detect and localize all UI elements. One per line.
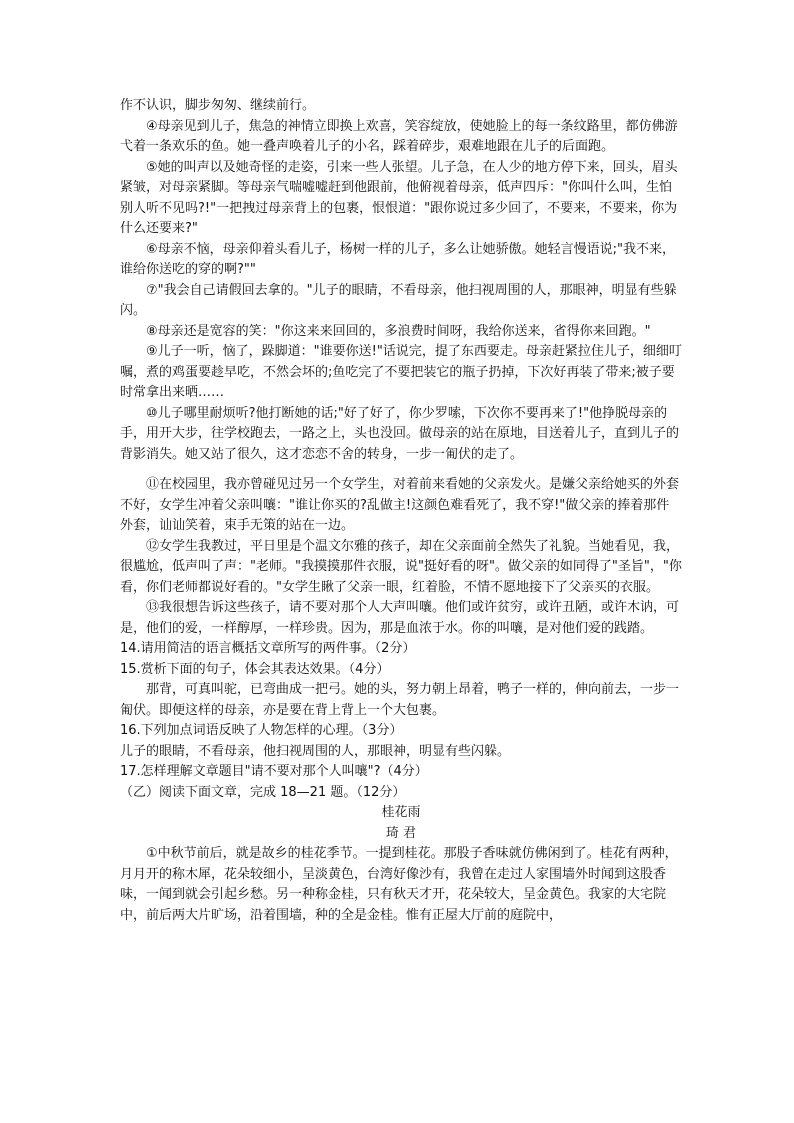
passage-a-paragraph-12: ⑫女学生我教过，平日里是个温文尔雅的孩子，却在父亲面前全然失了礼貌。当她看见，我，很尴尬，低声叫了声："老师。"我摸摸那件衣服，说"挺好看的呀"。做父亲的如同得了"圣旨"，"你看，你们老师都说好看的。"女学生瞅了父亲一眼，红着脸，不情不愿地接下了父亲买的衣服。: [120, 538, 682, 595]
paragraph-gap: [120, 465, 682, 475]
passage-a-paragraph-5: ⑤她的叫声以及她奇怪的走姿，引来一些人张望。儿子急，在人少的地方停下来，回头，眉头紧皱，对母亲紧脚。等母亲气喘嘘嘘赶到他跟前，他俯视着母亲，低声四斥："你叫什么叫，生怕别人听不见吗?!"一把拽过母亲背上的包裹，恨恨道："跟你说过多少回了，不要来，不要来，你为什么还要来?": [120, 159, 678, 236]
passage-a-paragraph-4: ④母亲见到儿子，焦急的神情立即换上欢喜，笑容绽放，使她脸上的每一条纹路里，都仿佛游弋着一条欢乐的鱼。她一叠声唤着儿子的小名，踩着碎步，艰难地跟在儿子的后面跑。: [120, 118, 678, 154]
passage-a-paragraph-6: ⑥母亲不恼，母亲仰着头看儿子，杨树一样的儿子，多么让她骄傲。她轻言慢语说;"我不来，谁给你送吃的穿的啊?"": [120, 241, 676, 277]
passage-b-title: 桂花雨: [381, 805, 421, 820]
passage-b-author: 琦 君: [385, 825, 417, 841]
passage-a-paragraph-11: ⑪在校园里，我亦曾碰见过另一个女学生，对着前来看她的父亲发火。是嫌父亲给她买的外套不好，女学生冲着父亲叫嚷："谁让你买的?乱做主!这颜色难看死了，我不穿!"做父亲的捧着那件外套，讪讪笑着，束手无策的站在一边。: [120, 477, 680, 533]
question-15-quote: 那背，可真叫驼，已弯曲成一把弓。她的头，努力朝上昂着，鸭子一样的，伸向前去，一步一匍伏。即便这样的母亲，亦是要在背上背上一个大包裹。: [120, 682, 680, 718]
question-15: 15.赏析下面的句子，体会其表达效果。（4分）: [120, 661, 390, 677]
question-16: 16.下列加点词语反映了人物怎样的心理。（3分）: [120, 723, 403, 738]
section-b-instruction: （乙）阅读下面文章，完成 18—21 题。（12分）: [120, 784, 406, 800]
passage-a-paragraph-9: ⑨儿子一听，恼了，跺脚道："谁要你送!"话说完，提了东西要走。母亲赶紧拉住儿子，细细叮嘱，煮的鸡蛋要趁早吃，不然会坏的;鱼吃完了不要把装它的瓶子扔掉，下次好再装了带来;被子要时常拿出来晒……: [120, 344, 682, 400]
passage-a-paragraph-13: ⑬我很想告诉这些孩子，请不要对那个人大声叫嚷。他们或许贫穷，或许丑陋，或许木讷，可是，他们的爱，一样醇厚，一样珍贵。因为，那是血浓于水。你的叫嚷，是对他们爱的践踏。: [120, 600, 680, 636]
question-16-quote: 儿子的眼睛，不看母亲，他扫视周围的人，那眼神，明显有些闪躲。: [120, 743, 511, 759]
question-14: 14.请用简洁的语言概括文章所写的两件事。（2分）: [120, 641, 416, 656]
passage-b-paragraph-1: ①中秋节前后，就是故乡的桂花季节。一提到桂花。那股子香味就仿佛闲到了。桂花有两种，月月开的称木犀，花朵较细小，呈淡黄色，台湾好像沙有，我曾在走过人家围墙外时闻到这股香味，一闻到就会引起乡愁。另一种称金桂，只有秋天才开，花朵较大，呈金黄色。我家的大宅院中，前后两大片旷场，沿着围墙，种的全是金桂。惟有正屋大厅前的庭院中，: [120, 846, 678, 923]
passage-a-paragraph-7: ⑦"我会自己请假回去拿的。"儿子的眼睛，不看母亲，他扫视周围的人，那眼神，明显有些躲闪。: [120, 282, 677, 318]
passage-a-continuation: 作不认识，脚步匆匆、继续前行。: [120, 98, 316, 113]
passage-a-paragraph-8: ⑧母亲还是宽容的笑："你这来来回回的，多浪费时间呀，我给你送来，省得你来回跑。": [146, 323, 651, 339]
page-content: [120, 96, 682, 926]
passage-a-paragraph-10: ⑩儿子哪里耐烦听?他打断她的话;"好了好了，你少罗嗦，下次你不要再来了!"他挣脱母亲的手，用开大步，往学校跑去，一路之上，头也没回。做母亲的站在原地，目送着儿子，直到儿子的背影消失。她又站了很久，这才恋恋不舍的转身，一步一匍伏的走了。: [120, 405, 680, 462]
question-17: 17.怎样理解文章题目"请不要对那个人叫嚷"?（4分）: [120, 764, 428, 779]
